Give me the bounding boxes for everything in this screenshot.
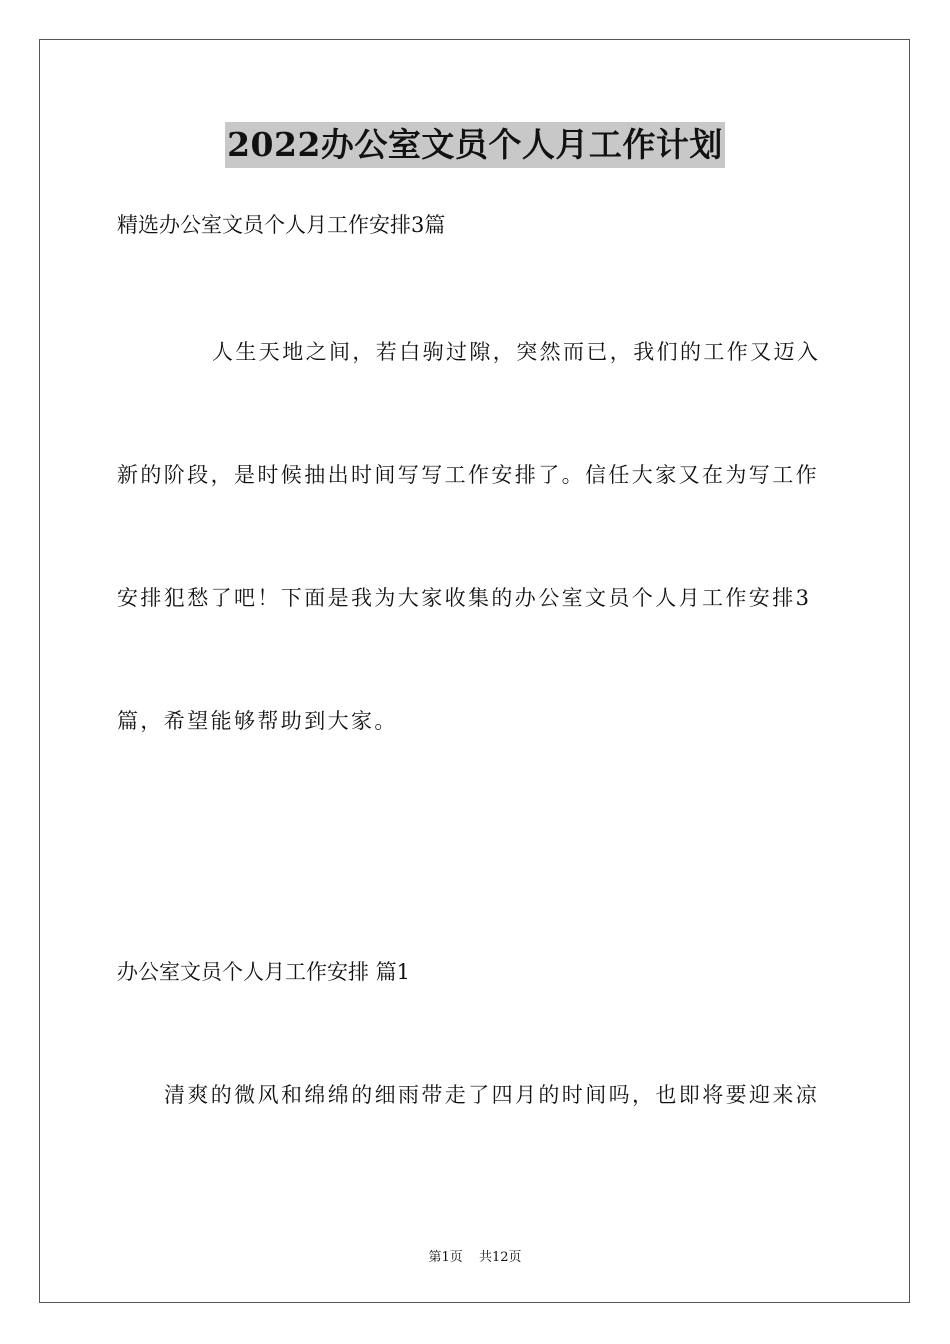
page-footer xyxy=(0,1246,950,1265)
section-heading: 办公室文员个人月工作安排 篇1 xyxy=(117,960,411,984)
title-container xyxy=(0,122,950,168)
paragraph-line: 清爽的微风和绵绵的细雨带走了四月的时间吗，也即将要迎来凉 xyxy=(164,1083,820,1107)
paragraph-line: 安排犯愁了吧！下面是我为大家收集的办公室文员个人月工作安排3 xyxy=(117,586,812,610)
page-total: 共12页 xyxy=(478,1250,522,1265)
page-number: 第1页 xyxy=(428,1250,463,1265)
paragraph-line: 新的阶段，是时候抽出时间写写工作安排了。信任大家又在为写工作 xyxy=(117,463,819,487)
paragraph-line: 人生天地之间，若白驹过隙，突然而已，我们的工作又迈入 xyxy=(212,340,821,364)
document-title: 2022办公室文员个人月工作计划 xyxy=(225,122,725,168)
paragraph-line: 篇，希望能够帮助到大家。 xyxy=(117,709,398,733)
document-subtitle: 精选办公室文员个人月工作安排3篇 xyxy=(117,213,446,237)
